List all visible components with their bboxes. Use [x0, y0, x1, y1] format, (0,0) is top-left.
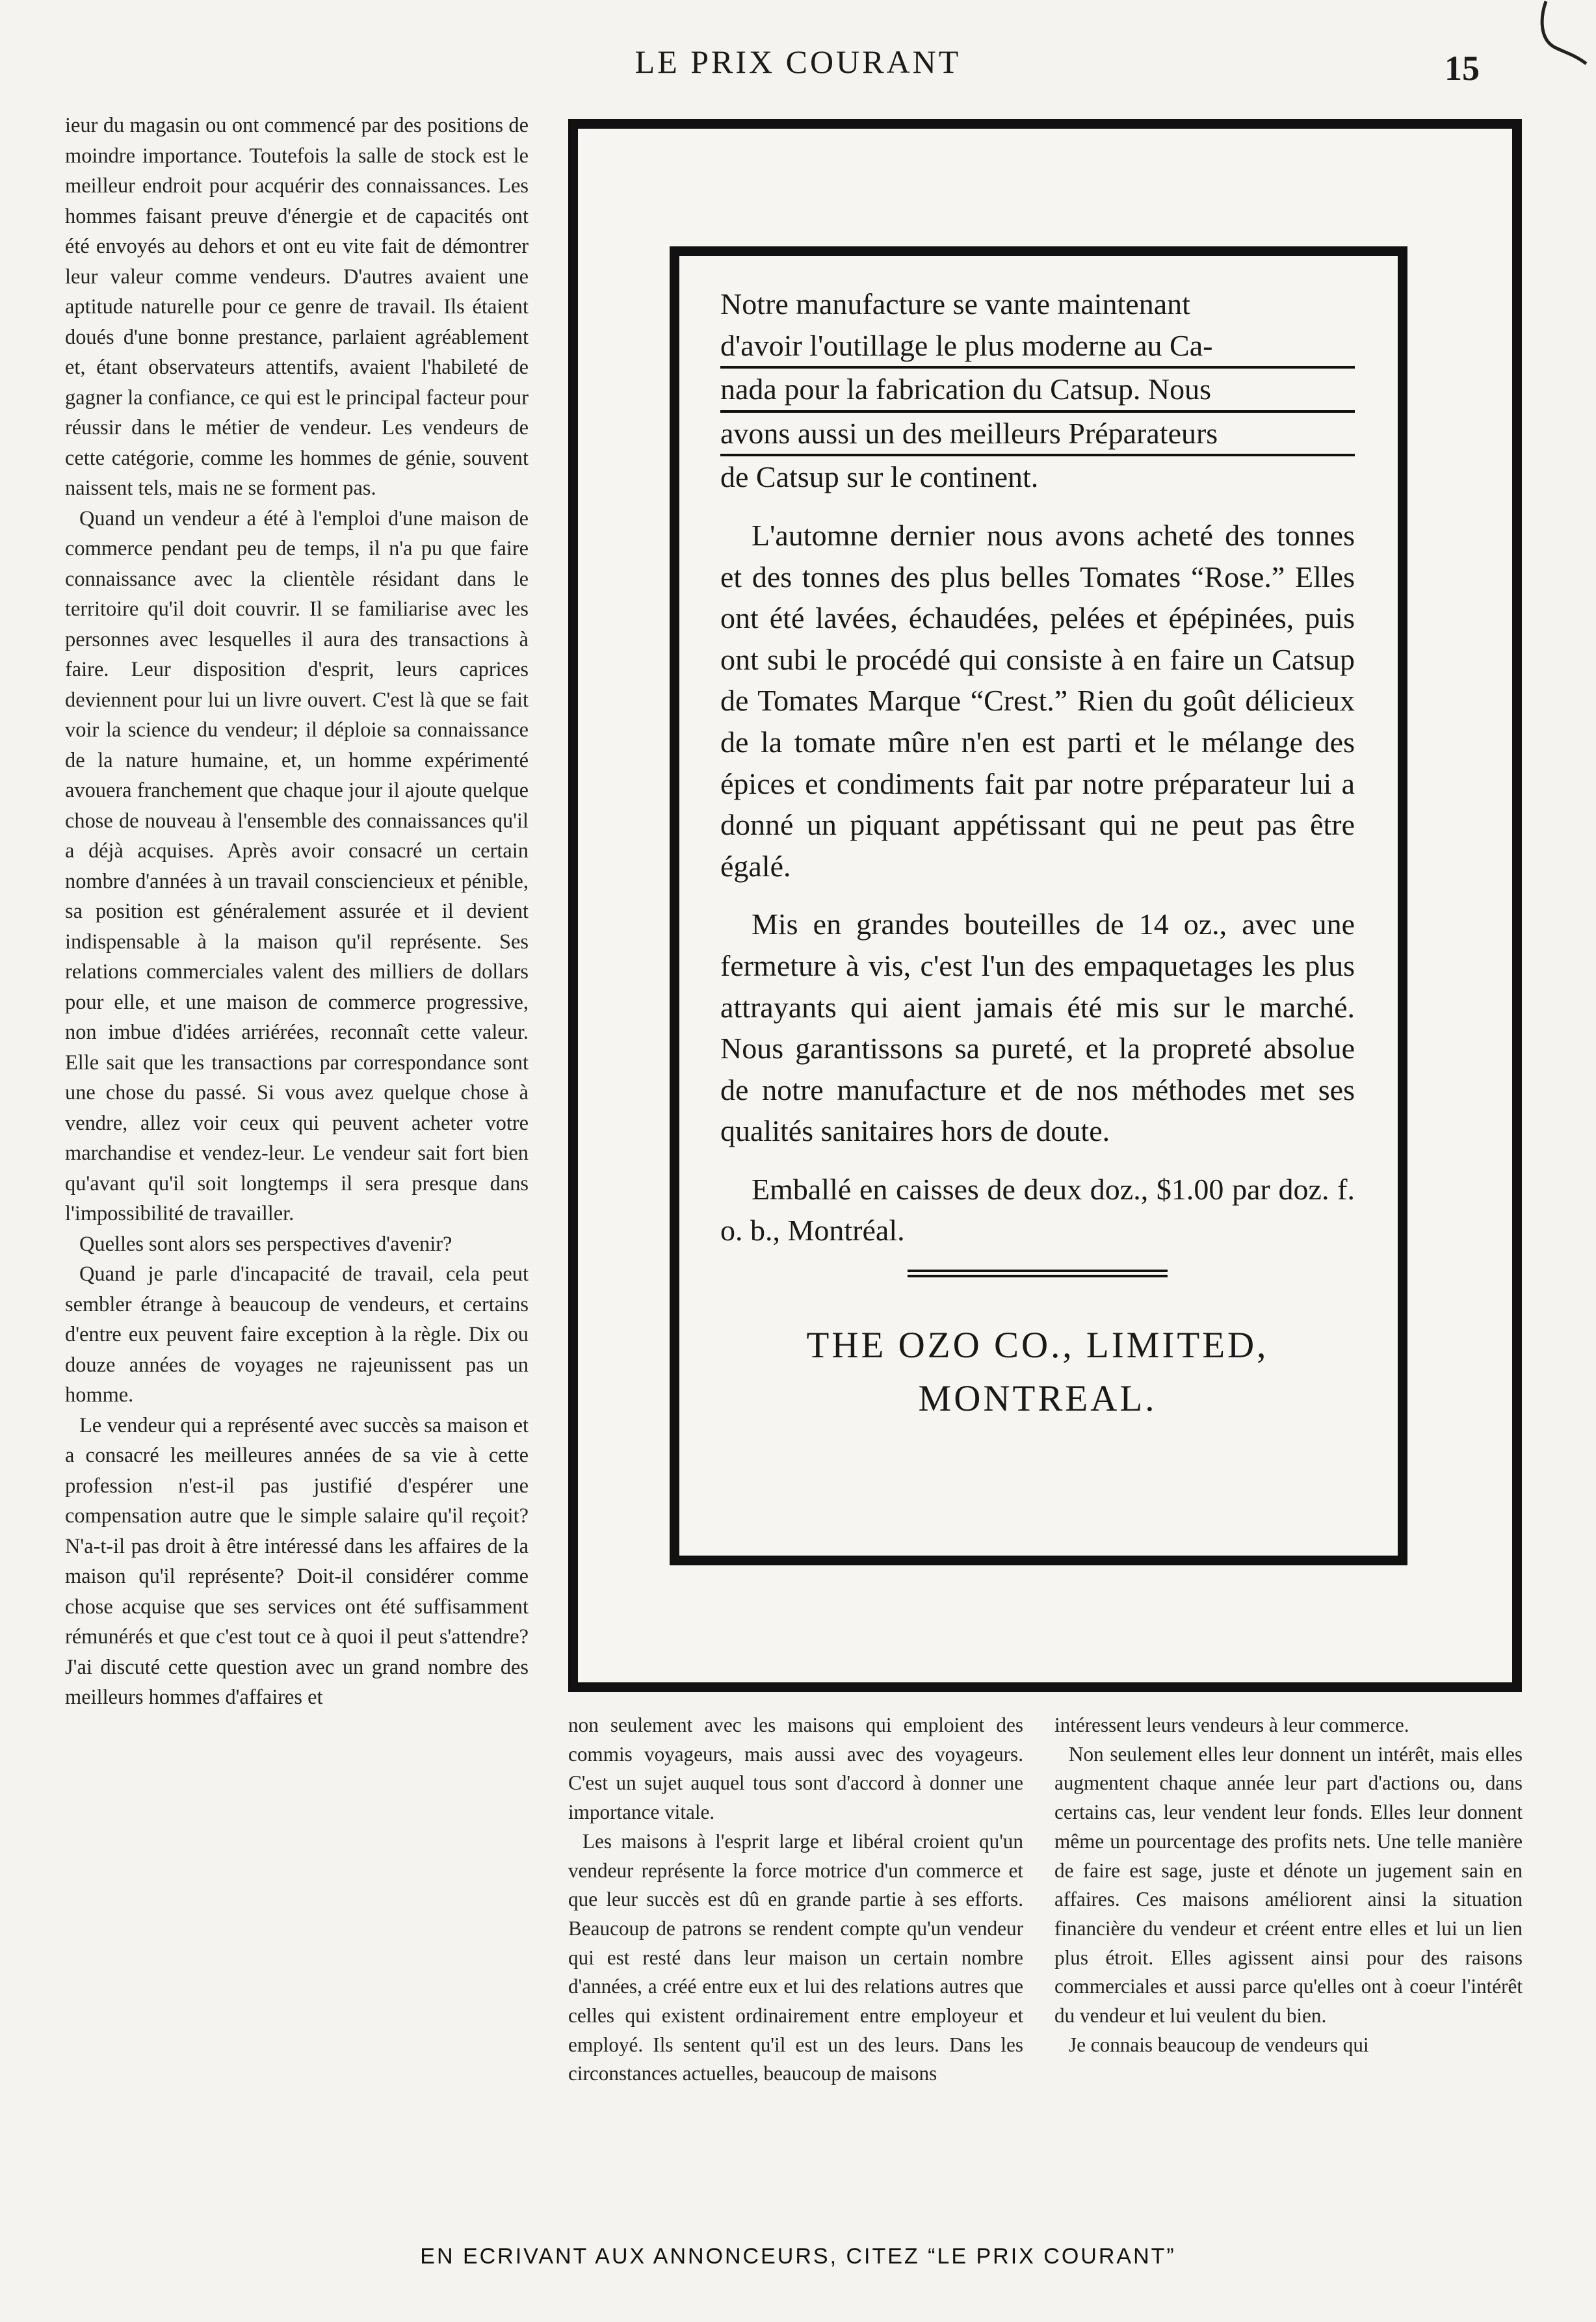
right-article-column: [1054, 1711, 1523, 2224]
ad-company-name: THE OZO CO., LIMITED,: [806, 1325, 1269, 1366]
left-paragraph: Quand je parle d'incapacité de travail, cela peut sembler étrange à beaucoup de vendeurs, et certains d'entre eux peuvent faire exception à la règle. Dix ou douze années de voyages ne rajeunissent pas un homme.: [65, 1262, 529, 1407]
right-paragraph: Je connais beaucoup de vendeurs qui: [1069, 2033, 1369, 2056]
advertisement-body: [720, 283, 1355, 1506]
ad-intro-line: Notre manufacture se vante maintenant: [720, 287, 1190, 320]
ad-paragraph: Mis en grandes bouteilles de 14 oz., avec une fermeture à vis, c'est l'un des empaquetages les plus attrayants qui aient jamais été mis sur le marché. Nous garantissons sa pureté, et la propreté absolue de notre manufacture et de nos méthodes met ses qualités sanitaires hors de doute.: [720, 907, 1355, 1148]
right-paragraph: intéressent leurs vendeurs à leur commerce.: [1054, 1714, 1409, 1736]
middle-article-column: [568, 1711, 1023, 2224]
ad-company-city: MONTREAL.: [918, 1378, 1157, 1420]
left-paragraph: ieur du magasin ou ont commencé par des positions de moindre importance. Toutefois la salle de stock est le meilleur endroit pour acquérir des connaissances. Les hommes faisant preuve d'énergie et de capacités ont été envoyés au dehors et ont eu vite fait de démontrer leur valeur comme vendeurs. D'autres avaient une aptitude naturelle pour ce genre de travail. Ils étaient doués d'une bonne prestance, parlaient agréablement et, étant observateurs attentifs, avaient l'habileté de gagner la confiance, ce qui est le principal facteur pour réussir dans le métier de vendeur. Les vendeurs de cette catégorie, comme les hommes de génie, souvent naissent tels, mais ne se forment pas.: [65, 114, 529, 500]
ad-intro-line: nada pour la fabrication du Catsup. Nous: [720, 369, 1355, 413]
page-footer: EN ECRIVANT AUX ANNONCEURS, CITEZ “LE PRIX COURANT”: [420, 2244, 1176, 2269]
left-article-column: [65, 111, 529, 2233]
left-paragraph: Quand un vendeur a été à l'emploi d'une maison de commerce pendant peu de temps, il n'a pu que faire connaissance avec la clientèle résidant dans le territoire qu'il doit couvrir. Il se familiarise avec les personnes avec lesquelles il aura des transactions à faire. Leur disposition d'esprit, leurs caprices deviennent pour lui un livre ouvert. C'est là que se fait voir la science du vendeur; il déploie sa connaissance de la nature humaine, et, un homme expérimenté avouera franchement que chaque jour il ajoute quelque chose de nouveau à l'ensemble des connaissances qu'il a déjà acquises. Après avoir consacré un certain nombre d'années à un travail consciencieux et pénible, sa position est généralement assurée et il devient indispensable à la maison qu'il représente. Ses relations commerciales valent des milliers de dollars pour elle, et une maison de commerce progressive, non imbue d'idées arriérées, reconnaît cette valeur. Elle sait que les transactions par correspondance sont une chose du passé. Si vous avez quelque chose à vendre, allez voir ceux qui peuvent acheter votre marchandise et vendez-leur. Le vendeur sait fort bien qu'avant qu'il soit longtemps il sera presque dans l'impossibilité de travailler.: [65, 506, 529, 1225]
middle-paragraph: non seulement avec les maisons qui emploient des commis voyageurs, mais aussi avec des voyageurs. C'est un sujet auquel tous sont d'accord à donner une importance vitale.: [568, 1714, 1023, 1824]
left-paragraph: Quelles sont alors ses perspectives d'avenir?: [79, 1232, 452, 1256]
ad-intro: [720, 283, 1355, 498]
middle-paragraph: Les maisons à l'esprit large et libéral croient qu'un vendeur représente la force motrice d'un commerce et que leur succès est dû en grande partie à ses efforts. Beaucoup de patrons se rendent compte qu'un vendeur qui est resté dans leur maison un certain nombre d'années, a créé entre eux et lui des relations autres que celles qui existent ordinairement entre employeur et employé. Ils sentent qu'il est un des leurs. Dans les circonstances actuelles, beaucoup de maisons: [568, 1829, 1023, 2085]
ad-divider-rule: [908, 1270, 1168, 1277]
ad-intro-line: d'avoir l'outillage le plus moderne au Ca-: [720, 325, 1355, 369]
ad-intro-line: de Catsup sur le continent.: [720, 460, 1039, 494]
page-header-title: LE PRIX COURANT: [634, 44, 962, 80]
right-paragraph: Non seulement elles leur donnent un intérêt, mais elles augmentent chaque année leur part d'actions ou, dans certains cas, leur vendent leur fonds. Elles leur donnent même un pourcentage des profits nets. Une telle manière de faire est sage, juste et dénote un jugement sain en affaires. Ces maisons améliorent ainsi la situation financière du vendeur et créent entre elles et lui un lien plus étroit. Elles agissent ainsi pour des raisons commerciales et aussi parce qu'elles ont à coeur l'intérêt du vendeur et lui veulent du bien.: [1054, 1742, 1523, 2028]
ad-intro-line: avons aussi un des meilleurs Préparateurs: [720, 413, 1355, 457]
corner-pencil-mark: [1534, 0, 1593, 72]
ad-price-paragraph: Emballé en caisses de deux doz., $1.00 par doz. f. o. b., Montréal.: [720, 1172, 1355, 1247]
ad-paragraph: L'automne dernier nous avons acheté des tonnes et des tonnes des plus belles Tomates “Rose.” Elles ont été lavées, échaudées, pelées et épépinées, puis ont subi le procédé qui consiste à en faire un Catsup de Tomates Marque “Crest.” Rien du goût délicieux de la tomate mûre n'en est parti et le mélange des épices et condiments fait par notre préparateur lui a donné un piquant appétissant qui ne peut pas être égalé.: [720, 518, 1355, 883]
left-paragraph: Le vendeur qui a représenté avec succès sa maison et a consacré les meilleures années de sa vie à cette profession n'est-il pas justifié d'espérer une compensation autre que le simple salaire qu'il reçoit? N'a-t-il pas droit à être intéressé dans les affaires de la maison qu'il représente? Doit-il considérer comme chose acquise que ses services ont été suffisamment rémunérés et que c'est tout ce à quoi il peut s'attendre? J'ai discuté cette question avec un grand nombre des meilleurs hommes d'affaires et: [65, 1413, 529, 1709]
page-number: 15: [1445, 49, 1480, 88]
